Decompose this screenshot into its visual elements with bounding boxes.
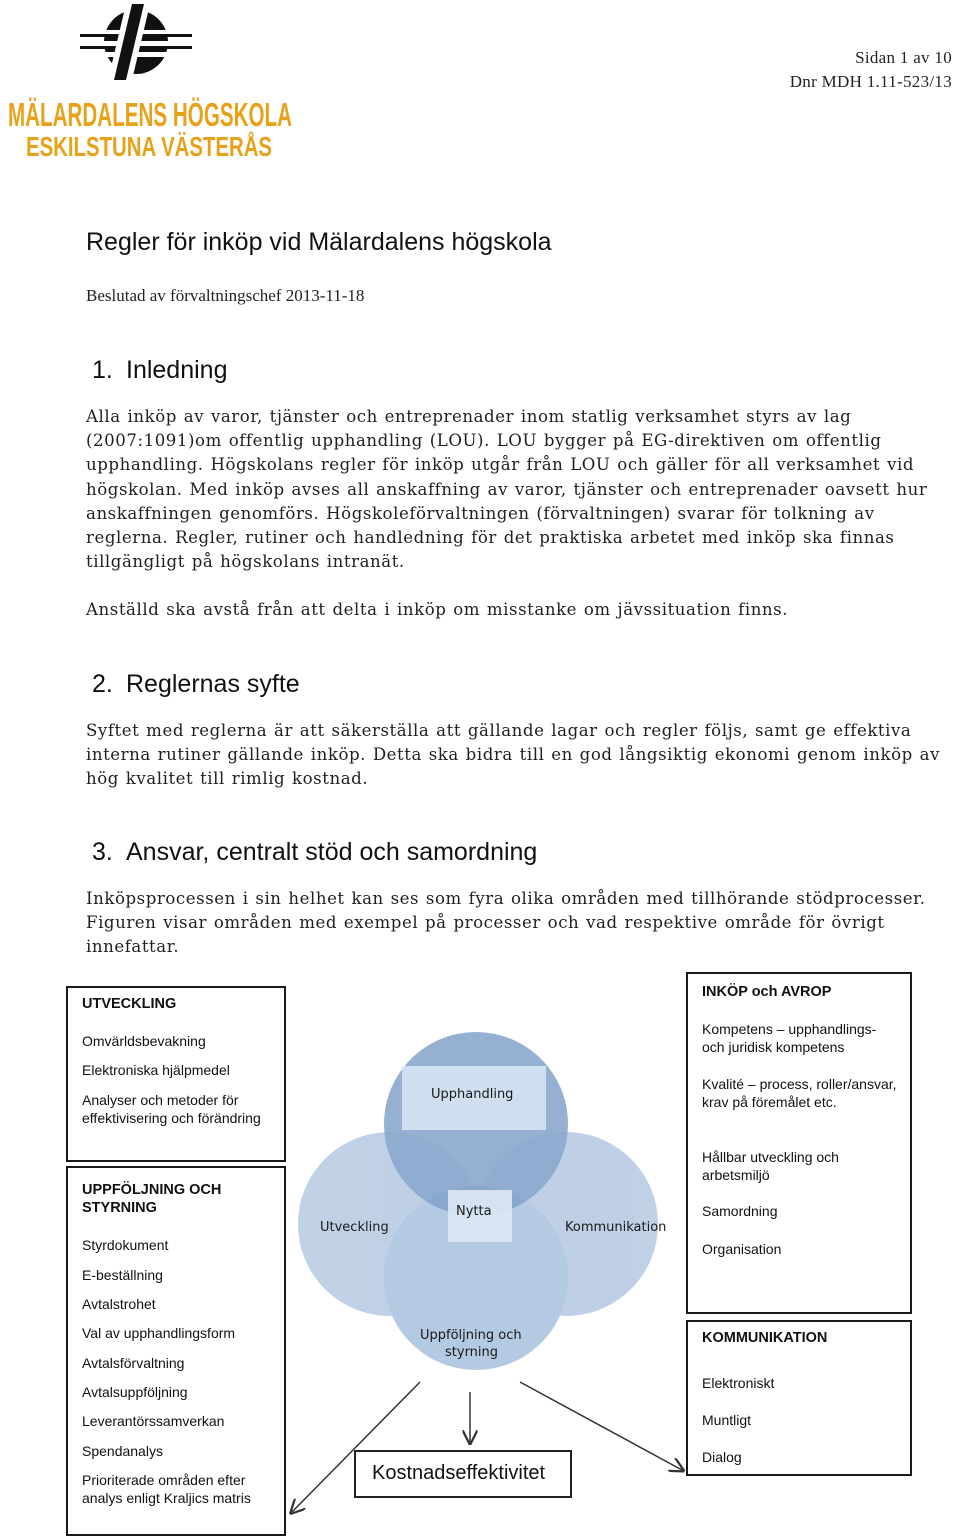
utveckling-title: UTVECKLING [82,996,177,1012]
decision-line: Beslutad av förvaltningschef 2013-11-18 [86,286,365,305]
uppfoljning-item: Styrdokument [82,1237,169,1253]
uppfoljning-item: Leverantörssamverkan [82,1413,225,1429]
venn-label-uppfoljning-1: Uppföljning och [420,1328,522,1343]
section-1-paragraph-1: Alla inköp av varor, tjänster och entreprenader inom statlig verksamhet styrs av lag (2007:1091)om offentlig upphandling (LOU). LOU bygger på EG-direktiven om offentlig upphandling. Högskolans regler för inköp utgår från LOU och gäller för all verksamhet vid högskolan. Med inköp avses all anskaffning av varor, tjänster och entreprenader oavsett hur anskaffningen genomförs. Högskoleförvaltningen (förvaltningen) svarar för tolkning av reglerna. Regler, rutiner och handledning för det praktiska arbetet med inköp ska finnas tillgängligt på högskolans intranät. [86,407,928,572]
kommunikation-item: Muntligt [702,1412,752,1428]
section-3-number: 3. [92,838,113,866]
inkop-title: INKÖP och AVROP [702,984,832,1000]
kommunikation-title: KOMMUNIKATION [702,1330,828,1346]
uppfoljning-item: Avtalsuppföljning [82,1384,188,1400]
inkop-avrop-box [686,972,912,1314]
uppfoljning-box [66,1166,286,1536]
uppfoljning-item: Val av upphandlingsform [82,1325,236,1341]
section-1-paragraph-2: Anställd ska avstå från att delta i inköp om misstanke om jävssituation finns. [86,600,789,619]
venn-label-utveckling: Utveckling [320,1220,389,1235]
utveckling-item: Elektroniska hjälpmedel [82,1062,230,1078]
section-3-heading [92,838,537,867]
document-title: Regler för inköp vid Mälardalens högskola [86,228,552,256]
section-1-title: Inledning [126,356,228,384]
kommunikation-item: Elektroniskt [702,1375,775,1391]
section-2-heading [92,670,300,699]
inkop-item: Kvalité – process, roller/ansvar, krav på föremålet etc. [702,1076,897,1110]
cost-efficiency-box: Kostnadseffektivitet [354,1450,572,1498]
section-2-number: 2. [92,670,113,698]
logo-text-line1: MÄLARDALENS HÖGSKOLA [8,96,292,133]
uppfoljning-item: Avtalstrohet [82,1296,156,1312]
venn-label-uppfoljning-2: styrning [445,1345,499,1360]
inkop-item: Kompetens – upphandlings- och juridisk kompetens [702,1021,877,1055]
section-1-heading [92,356,227,385]
uppfoljning-item: Spendanalys [82,1443,163,1459]
inkop-item: Hållbar utveckling och arbetsmiljö [702,1149,839,1183]
inkop-item: Samordning [702,1203,778,1219]
venn-label-nytta: Nytta [456,1204,492,1219]
section-3-paragraph: Inköpsprocessen i sin helhet kan ses som fyra olika områden med tillhörande stödprocesser. Figuren visar områden med exempel på processer och vad respektive område för övrigt innefattar. [86,889,926,957]
utveckling-item: Analyser och metoder för effektivisering och förändring [82,1092,261,1126]
uppfoljning-item: Avtalsförvaltning [82,1355,185,1371]
utveckling-box [66,986,286,1162]
section-3-title: Ansvar, centralt stöd och samordning [126,838,538,866]
inkop-item: Organisation [702,1241,782,1257]
kommunikation-item: Dialog [702,1449,742,1465]
university-logo [0,0,300,165]
section-2-title: Reglernas syfte [126,670,300,698]
document-reference: Dnr MDH 1.11-523/13 [789,72,952,91]
venn-diagram [298,1030,678,1370]
utveckling-item: Omvärldsbevakning [82,1033,206,1049]
logo-emblem [80,4,192,80]
venn-label-upphandling: Upphandling [431,1087,514,1102]
page-number: Sidan 1 av 10 [855,48,952,67]
kommunikation-box [686,1320,912,1476]
logo-text-line2: ESKILSTUNA VÄSTERÅS [26,131,272,162]
uppfoljning-item: Prioriterade områden efter analys enligt Kraljics matris [82,1472,251,1506]
uppfoljning-item: E-beställning [82,1267,163,1283]
section-1-number: 1. [92,356,113,384]
uppfoljning-title: UPPFÖLJNING OCH STYRNING [82,1182,222,1216]
section-2-paragraph: Syftet med reglerna är att säkerställa att gällande lagar och regler följs, samt ge effektiva interna rutiner gällande inköp. Detta ska bidra till en god långsiktig ekonomi genom inköp av hög kvalitet till rimlig kostnad. [86,721,940,789]
venn-label-kommunikation: Kommunikation [565,1220,667,1235]
